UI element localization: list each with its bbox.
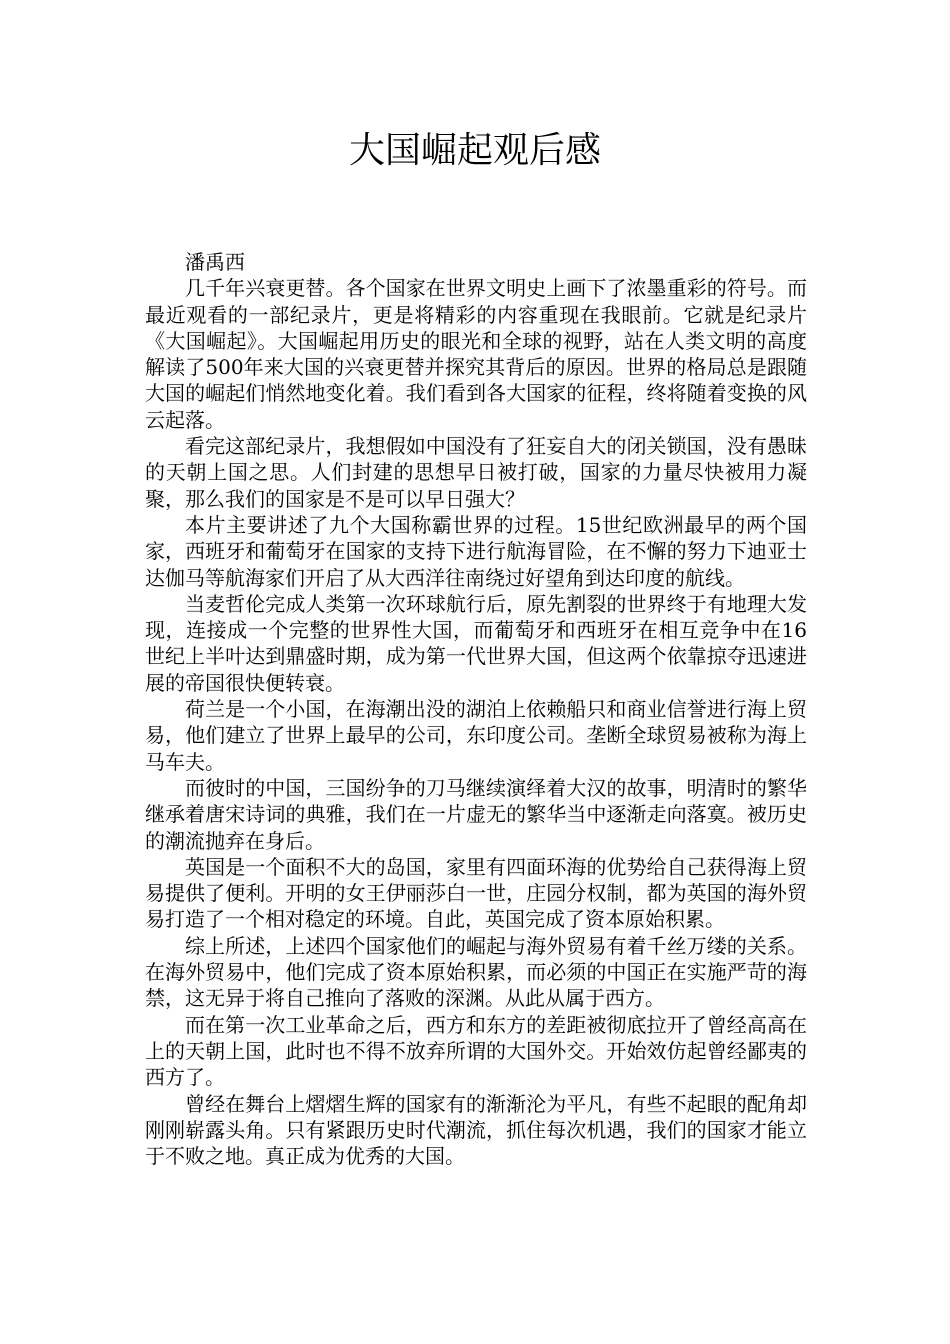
paragraph: 而在第一次工业革命之后，西方和东方的差距被彻底拉开了曾经高高在上的天朝上国，此时也不得不放弃所谓的大国外交。开始效仿起曾经鄙夷的西方了。 [145, 1012, 807, 1090]
paragraph: 本片主要讲述了九个大国称霸世界的过程。15世纪欧洲最早的两个国家，西班牙和葡萄牙在国家的支持下进行航海冒险，在不懈的努力下迪亚士达伽马等航海家们开启了从大西洋往南绕过好望角到达印度的航线。 [145, 512, 807, 590]
paragraph: 综上所述，上述四个国家他们的崛起与海外贸易有着千丝万缕的关系。在海外贸易中，他们完成了资本原始积累，而必须的中国正在实施严苛的海禁，这无异于将自己推向了落败的深渊。从此从属于西方。 [145, 933, 807, 1011]
paragraph: 曾经在舞台上熠熠生辉的国家有的渐渐沦为平凡，有些不起眼的配角却刚刚崭露头角。只有紧跟历史时代潮流，抓住每次机遇，我们的国家才能立于不败之地。真正成为优秀的大国。 [145, 1091, 807, 1169]
author-line: 潘禹西 [185, 250, 245, 274]
document-body [145, 249, 807, 1169]
paragraph: 英国是一个面积不大的岛国，家里有四面环海的优势给自己获得海上贸易提供了便利。开明的女王伊丽莎白一世，庄园分权制，都为英国的海外贸易打造了一个相对稳定的环境。自此，英国完成了资本原始积累。 [145, 854, 807, 932]
document-title: 大国崛起观后感 [348, 130, 601, 171]
paragraph: 当麦哲伦完成人类第一次环球航行后，原先割裂的世界终于有地理大发现，连接成一个完整的世界性大国，而葡萄牙和西班牙在相互竞争中在16世纪上半叶达到鼎盛时期，成为第一代世界大国，但这两个依靠掠夺迅速进展的帝国很快便转衰。 [145, 591, 807, 695]
paragraph: 荷兰是一个小国，在海潮出没的湖泊上依赖船只和商业信誉进行海上贸易，他们建立了世界上最早的公司，东印度公司。垄断全球贸易被称为海上马车夫。 [145, 697, 807, 774]
paragraph: 而彼时的中国，三国纷争的刀马继续演绎着大汉的故事，明清时的繁华继承着唐宋诗词的典雅，我们在一片虚无的繁华当中逐渐走向落寞。被历史的潮流抛弃在身后。 [145, 775, 807, 853]
paragraph: 几千年兴衰更替。各个国家在世界文明史上画下了浓墨重彩的符号。而最近观看的一部纪录片，更是将精彩的内容重现在我眼前。它就是纪录片《大国崛起》。大国崛起用历史的眼光和全球的视野，站在人类文明的高度解读了500年来大国的兴衰更替并探究其背后的原因。世界的格局总是跟随大国的崛起们悄然地变化着。我们看到各大国家的征程，终将随着变换的风云起落。 [145, 276, 807, 432]
paragraph: 看完这部纪录片，我想假如中国没有了狂妄自大的闭关锁国，没有愚昧的天朝上国之思。人们封建的思想早日被打破，国家的力量尽快被用力凝聚，那么我们的国家是不是可以早日强大？ [145, 434, 807, 511]
